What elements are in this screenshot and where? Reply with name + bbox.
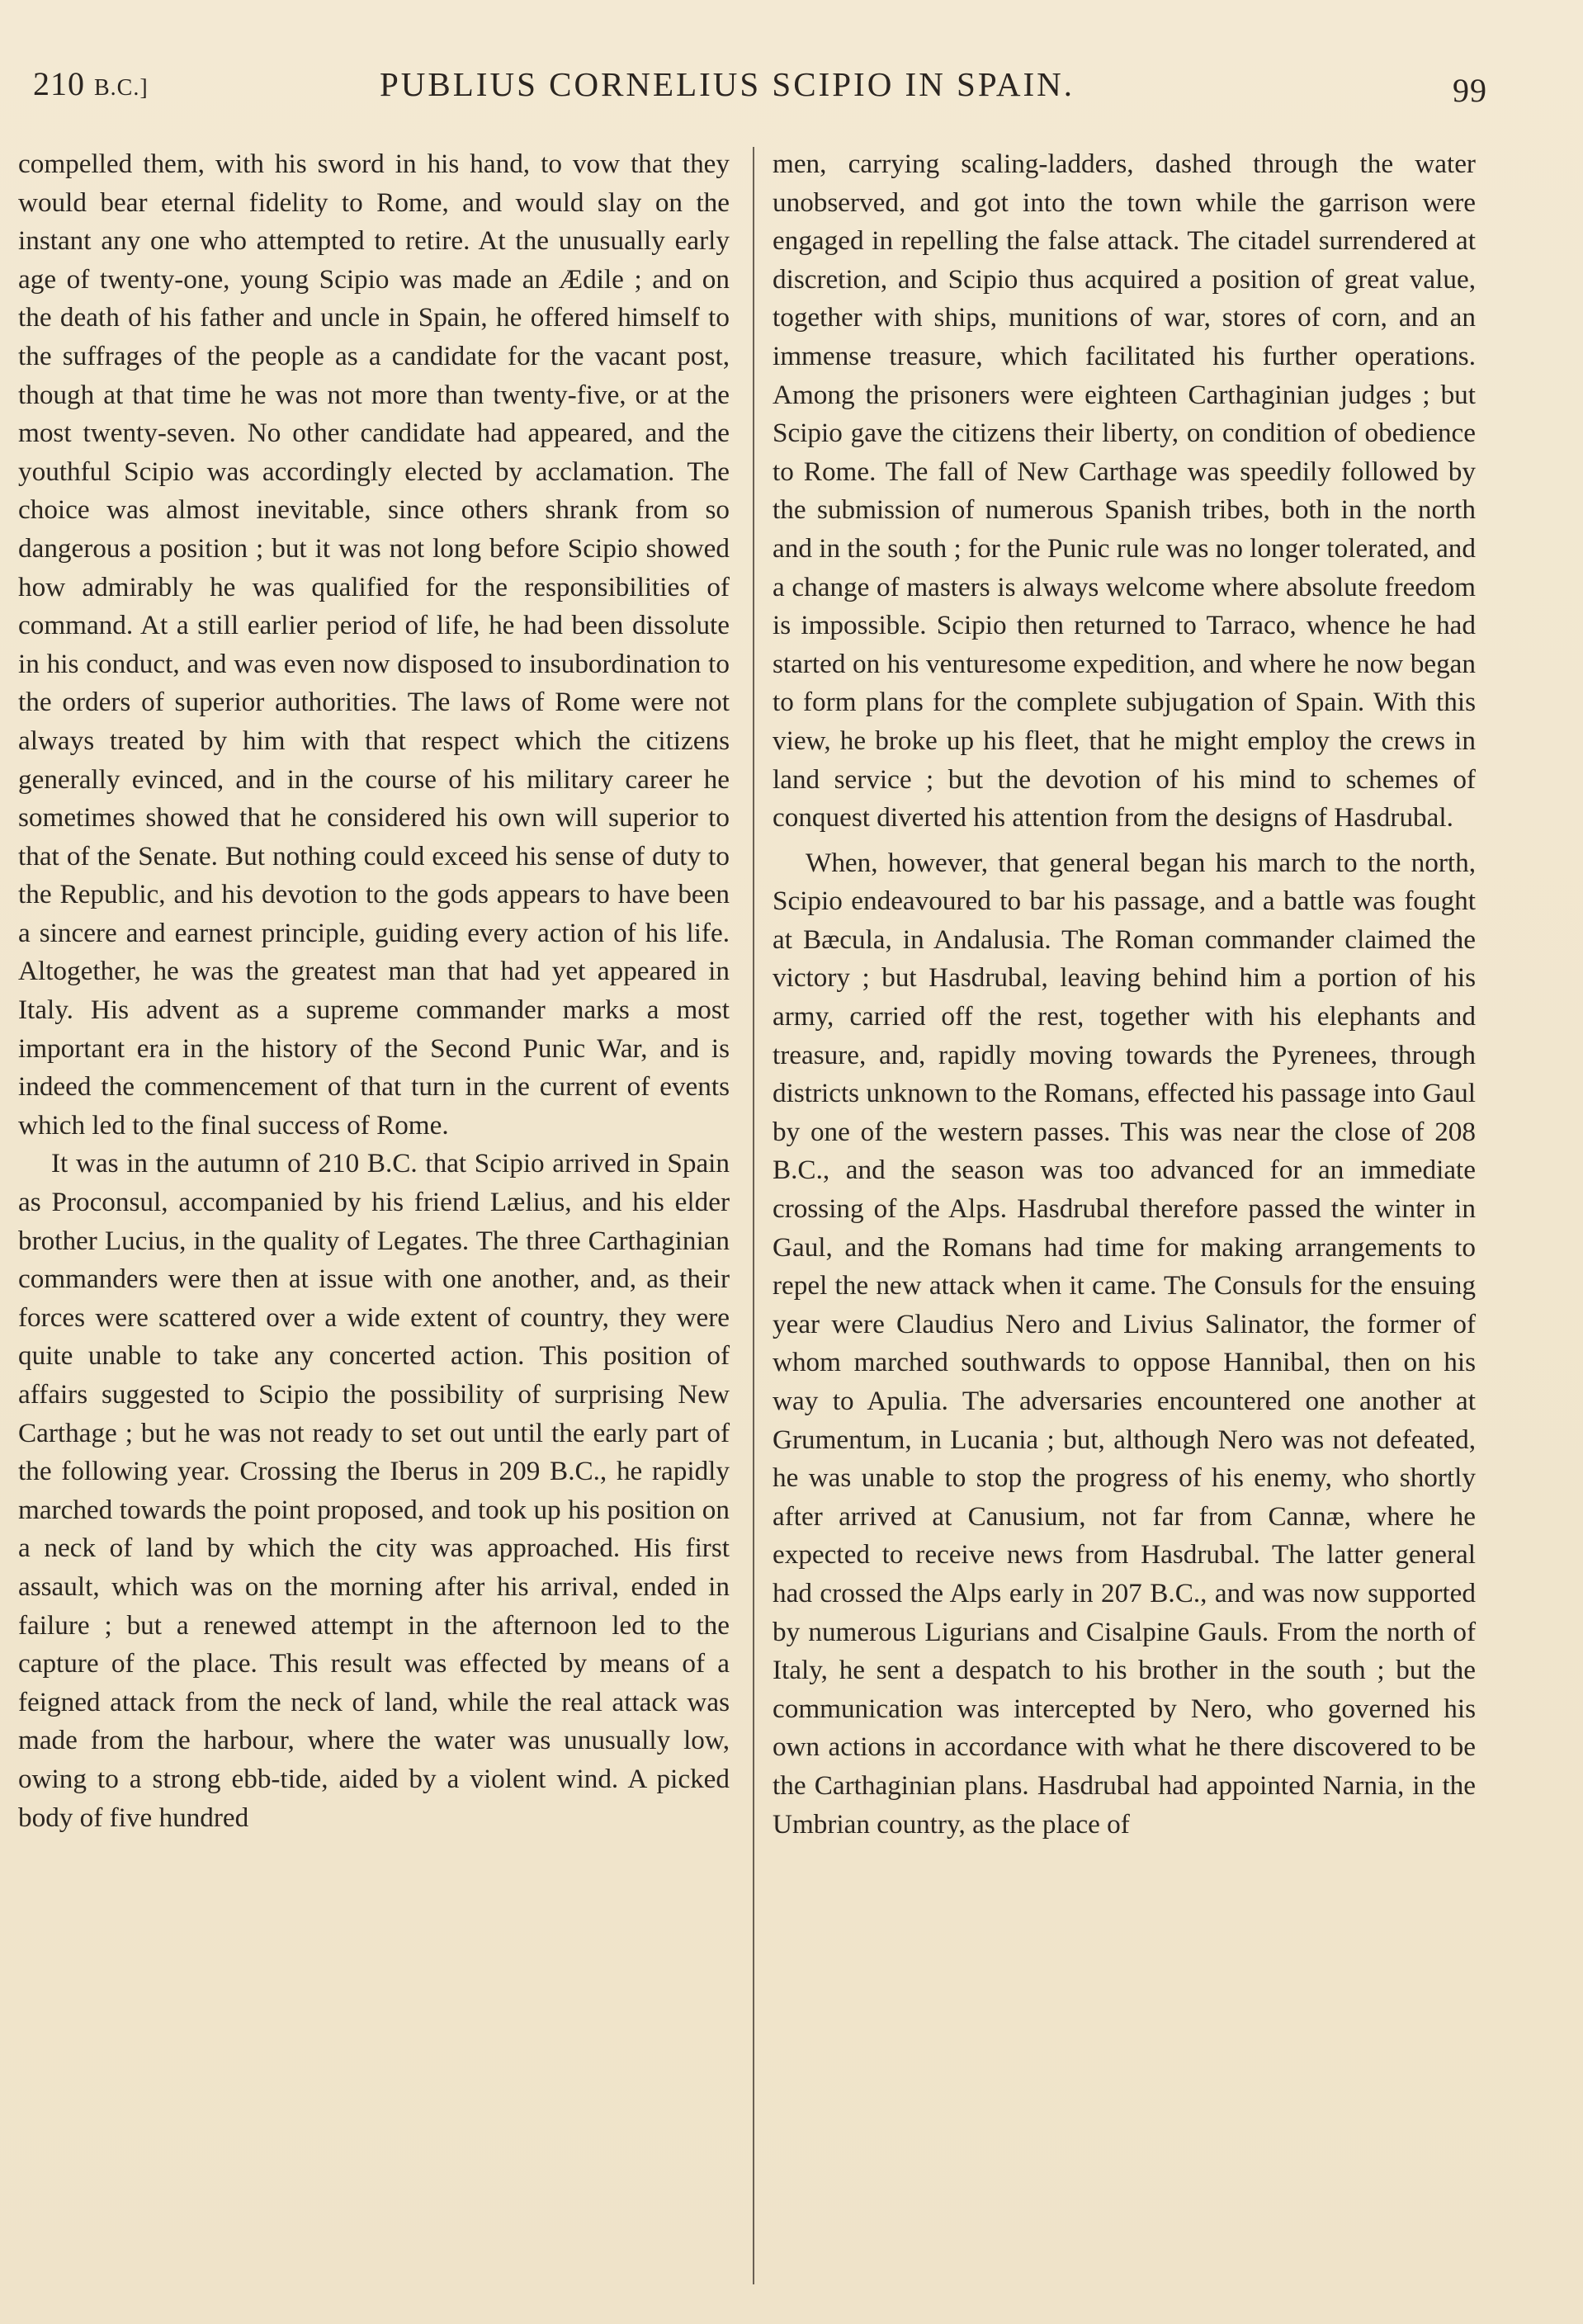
header-title: PUBLIUS CORNELIUS SCIPIO IN SPAIN. [380, 65, 1075, 103]
right-paragraph-2: When, however, that general began his march to the north, Scipio endeavoured to bar his passage, and a battle was fought at Bæcula, in Andalusia. The Roman commander claimed the victory ; but Hasdrubal, leaving behind him a portion of his army, carried off the rest, together with his elephants and treasure, and, rapidly moving towards the Pyrenees, through districts unknown to the Romans, effected his passage into Gaul by one of the western passes. This was near the close of 208 B.C., and the season was too advanced for an immediate crossing of the Alps. Hasdrubal therefore passed the winter in Gaul, and the Romans had time for making arrangements to repel the new attack when it came. The Consuls for the ensuing year were Claudius Nero and Livius Salinator, the former of whom marched southwards to oppose Hannibal, then on his way to Apulia. The adversaries encountered one another at Grumentum, in Lucania ; but, although Nero was not defeated, he was unable to stop the progress of his enemy, who shortly after arrived at Canusium, not far from Cannæ, where he expected to receive news from Hasdrubal. The latter general had crossed the Alps early in 207 B.C., and was now supported by numerous Ligurians and Cisalpine Gauls. From the north of Italy, he sent a despatch to his brother in the south ; but the communication was intercepted by Nero, who governed his own actions in accordance with what he there discovered to be the Carthaginian plans. Hasdrubal had appointed Narnia, in the Umbrian country, as the place of [773, 847, 1476, 1840]
right-column [773, 145, 1476, 1844]
header-era: B.C.] [94, 75, 149, 101]
page-number: 99 [1453, 72, 1487, 109]
column-divider [753, 147, 754, 2284]
left-column [18, 145, 730, 1837]
header-year: 210 [33, 65, 85, 102]
running-head [33, 64, 1550, 114]
left-paragraph-1: compelled them, with his sword in his hand, to vow that they would bear eternal fidelity to Rome, and would slay on the instant any one who attempted to retire. At the unusually early age of twenty-one, young Scipio was made an Ædile ; and on the death of his father and uncle in Spain, he offered himself to the suffrages of the people as a candidate for the vacant post, though at that time he was not more than twenty-five, or at the most twenty-seven. No other candidate had appeared, and the youthful Scipio was accordingly elected by acclamation. The choice was almost inevitable, since others shrank from so dangerous a position ; but it was not long before Scipio showed how admirably he was qualified for the responsibilities of command. At a still earlier period of life, he had been dissolute in his conduct, and was even now disposed to insubordination to the orders of superior authorities. The laws of Rome were not always treated by him with that respect which the citizens generally evinced, and in the course of his military career he sometimes showed that he considered his own will superior to that of the Senate. But nothing could exceed his sense of duty to the Republic, and his devotion to the gods appears to have been a sincere and earnest principle, guiding every action of his life. Altogether, he was the greatest man that had yet appeared in Italy. His advent as a supreme commander marks a most important era in the history of the Second Punic War, and is indeed the commencement of that turn in the current of events which led to the final success of Rome. [18, 149, 730, 1141]
left-paragraph-2: It was in the autumn of 210 B.C. that Scipio arrived in Spain as Proconsul, accompanied by his friend Lælius, and his elder brother Lucius, in the quality of Legates. The three Carthaginian commanders were then at issue with one another, and, as their forces were scattered over a wide extent of country, they were quite unable to take any concerted action. This position of affairs suggested to Scipio the possibility of surprising New Carthage ; but he was not ready to set out until the early part of the following year. Crossing the Iberus in 209 B.C., he rapidly marched towards the point proposed, and took up his position on a neck of land by which the city was approached. His first assault, which was on the morning after his arrival, ended in failure ; but a renewed attempt in the afternoon led to the capture of the place. This result was effected by means of a feigned attack from the neck of land, while the real attack was made from the harbour, where the water was unusually low, owing to a strong ebb-tide, aided by a violent wind. A picked body of five hundred [18, 1148, 730, 1833]
right-paragraph-1: men, carrying scaling-ladders, dashed through the water unobserved, and got into the town while the garrison were engaged in repelling the false attack. The citadel surrendered at discretion, and Scipio thus acquired a position of great value, together with ships, munitions of war, stores of corn, and an immense treasure, which facilitated his further operations. Among the prisoners were eighteen Carthaginian judges ; but Scipio gave the citizens their liberty, on condition of obedience to Rome. The fall of New Carthage was speedily followed by the submission of numerous Spanish tribes, both in the north and in the south ; for the Punic rule was no longer tolerated, and a change of masters is always welcome where absolute freedom is impossible. Scipio then returned to Tarraco, whence he had started on his venturesome expedition, and where he now began to form plans for the complete subjugation of Spain. With this view, he broke up his fleet, that he might employ the crews in land service ; but the devotion of his mind to schemes of conquest diverted his attention from the designs of Hasdrubal. [773, 149, 1476, 834]
header-date [33, 64, 149, 103]
